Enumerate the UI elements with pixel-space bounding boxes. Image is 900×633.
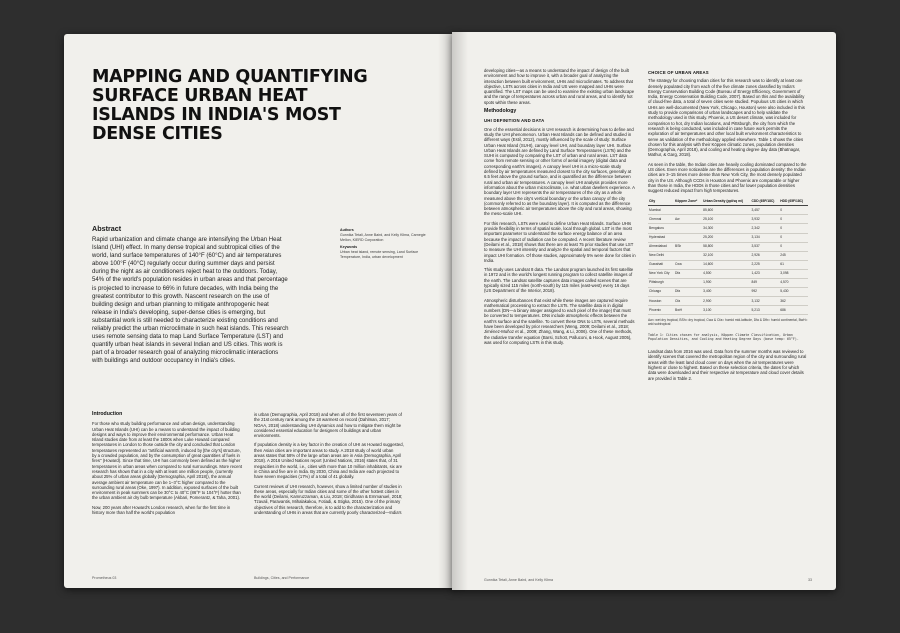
table-cell: 2,900 [702, 297, 750, 306]
authors-label: Authors [340, 228, 354, 232]
table-cell: Aw [674, 215, 702, 224]
table-cell [674, 206, 702, 215]
table-row [648, 269, 808, 278]
table-cell: 14,600 [702, 260, 750, 269]
right-column-2 [648, 68, 808, 385]
table-cell: Ahmedabad [648, 242, 674, 251]
paragraph: Atmospheric disturbances that exist while these images are captured require mathematical processing to extract the LSTs. The satellite data is in digital numbers (DN—a binary integer assigned to each pixel of the image) that must be converted to temperatures. DNs include atmospheric effects between the earth's surface and the satellite. To convert these DNs to LSTs, several methods have been developed by prior researchers (Weng, 2009; Deilami et al., 2018; Jiménez-Muñoz et al., 2009; Zhang, Wang, & Li, 2006). One of these methods, the radiative transfer equation (Barsi, Schott, Palluconi, & Hook, August 2005), was used for computing LSTs in this study. [484, 297, 635, 345]
table-cell [674, 278, 702, 287]
article-title: MAPPING AND QUANTIFYING SURFACE URBAN HEAT ISLANDS IN INDIA'S MOST DENSE CITIES [92, 67, 368, 144]
table-cell: Chennai [648, 215, 674, 224]
table-cell: Cwa [674, 260, 702, 269]
table-cell [674, 233, 702, 242]
table-cell: 3,932 [751, 215, 780, 224]
table-header-row [648, 198, 808, 206]
paragraph: For this research, LSTs were used to define Urban Heat Islands. Surface UHIs provide flexibility in terms of spatial scale, local through global. LST is the most important parameter to understand the surface energy balance of an area because the impact of radiation can be computed. A recent literature review (Deilami et al., 2018) shows that there are at least 75 prior studies that use LST to measure the UHI intensity and analyze the spatial and temporal factors that impact UHI formation. Of those studies, approximately 5% were done for cities in India. [484, 220, 636, 263]
footer-right-authors: Gunnika Tetali, Anne Baird, and Kelly Klima [484, 578, 554, 582]
table-row [648, 288, 808, 297]
table-row [648, 215, 808, 224]
abstract-heading: Abstract [92, 224, 122, 233]
paragraph: Landsat data from 2016 was used. Data from the summer months was reviewed to identify scenes that covered the metropolitan region of the city and surrounding rural areas with the least land cloud cover on days when the air temperatures were highest or close to highest. Based on these selection criteria, the dates for which data were downloaded and their respective air temperature and cloud cover details are provided in Table 2. [648, 349, 807, 381]
table-cell: Mumbai [648, 206, 674, 215]
table-cell: Phoenix [648, 306, 674, 315]
table-cell: BSh [674, 242, 702, 251]
table-cell: 3,100 [702, 306, 750, 315]
abstract-text: Rapid urbanization and climate change are intensifying the Urban Heat Island (UHI) effect. In many dense tropical and subtropical cities of the world, land surface temperatures of 140°F (60°C) and air temperatures above 100°F (40°C) regularly occur during summer days and persist during the night as air conditioners reject heat to the outdoors. Today, 54% of the world's population resides in urban areas and that percentage is projected to increase to 66% in future decades, with India being the greatest contributor to this growth. Nascent research on the use of building design and urban planning to mitigate anthropogenic heat release in India's developing, super-dense cities is emerging, but substantial work is still needed to characterize existing conditions and reliably predict the urban microclimate in such heat islands. This research uses remote sensing data to map Land Surface Temperature (LST) and quantify urban heat islands in several Indian and US cities. This work is part of a broader research goal of analyzing microclimatic interactions with buildings and outdoor occupancy in India's cities. [92, 237, 289, 365]
cities-table [648, 198, 808, 316]
table-note: Aw= wet dry tropical, BSh= dry tropical, Cwa & Cfa= humid mid-latitude, Dfa & Dfb= humid continental, BwH= arid subtropical [648, 318, 808, 327]
keywords-label: Keywords [340, 245, 358, 250]
left-column-2 [254, 412, 404, 519]
table-cell: 25,100 [702, 215, 750, 224]
table-cell: 0 [779, 233, 808, 242]
table-cell: 3,400 [702, 288, 750, 297]
table-cell: 0 [779, 242, 808, 251]
table-cell: Bengaluru [648, 224, 674, 233]
table-cell: 245 [779, 251, 808, 260]
paragraph: As seen in the table, the Indian cities are heavily cooling dominated compared to the US cities. Even more noticeable are the differences in population density: the Indian cities are 3–15 times more dense than New York City, the most densely populated city in the US. Although CCDs in Houston and Phoenix are comparable or higher than those in India, the HDDs in those cities and far lower population densities suggest reduced impact from high temperatures. [648, 161, 807, 194]
table-cell: 3,537 [751, 242, 780, 251]
table-cell: 3,134 [751, 233, 780, 242]
table-cell: 3,132 [751, 297, 780, 306]
right-page [452, 32, 836, 590]
table-row [648, 278, 808, 287]
introduction-heading: Introduction [92, 411, 123, 417]
table-cell: Chicago [648, 288, 674, 297]
table-row [648, 297, 808, 306]
table-cell: 0 [779, 215, 808, 224]
table-cell: Guwahati [648, 260, 674, 269]
table-row [648, 233, 808, 242]
left-page [64, 34, 456, 588]
paragraph: The strategy for choosing Indian cities for this research was to identify at least one densely populated city from each of the five climate zones classified by India's Energy Conservation Building Code (Bureau of Energy Efficiency, Government of India, Energy Conservation Building Code, 2007). Based on this and the availability of cloud-free data, a total of seven cities were studied. Populous US cities in which UHIs are well-documented (New York, Chicago, Houston) were also included in this study to provide comparisons of urban landscapes and to help validate the methodology used in this study. Phoenix, a US desert climate, was included for comparison to hot, dry Indian locations, and Pittsburgh, the city from which the research is being conducted, was included in case future work permits the exploration of air temperatures and other local built environment characteristics to serve as validation of the methodology applied elsewhere. Table 1 shows the cities chosen for this analysis with their Köppen climatic zones, population densities (Demographia, April 2018), and cooling and heating degree day data (Bhatnagar, Mathur, & Garg, 2018). [648, 78, 805, 158]
table-cell: Pittsburgh [648, 278, 674, 287]
table-cell: 992 [751, 288, 780, 297]
table-cell: 2,225 [751, 260, 780, 269]
table-caption: Table 1: Cities chosen for analysis, Köppen Climate Classification, Urban Population Densities, and Cooling and Heating Degree Days (base temp: 65°F). [648, 332, 799, 341]
table-cell: New Delhi [648, 251, 674, 260]
keywords-text: Urban heat island, remote sensing, Land Surface Temperature, India, urban development [340, 250, 419, 259]
table-header: City [648, 198, 674, 206]
table-header: CDD (65F/18C) [751, 198, 780, 206]
table-cell: Cfa [674, 297, 702, 306]
authors-text: Gunnika Tetali, Anne Baird, and Kelly Klima, Carnegie Mellon, KIERD Corporation [340, 232, 426, 242]
table-cell: 5,430 [779, 288, 808, 297]
table-header: HDD (65F/18C) [779, 198, 808, 206]
paragraph: This study uses Landsat 8 data. The Landsat program launched its first satellite in 1972 and is the world's longest running program to collect satellite images of the earth. The Landsat satellite captures data images called scenes that are typically sized 115 miles (north-south) by 115 miles (east-west) every 16 days (US Department of the Interior, 2018). [484, 267, 634, 294]
table-cell: 0 [779, 206, 808, 215]
table-cell: 0 [779, 224, 808, 233]
table-cell: Dfa [674, 269, 702, 278]
table-cell: New York City [648, 269, 674, 278]
table-cell: 61 [779, 260, 808, 269]
footer-left-publication: Prometheus 03 [92, 576, 117, 580]
table-header: Urban Density (ppl/sq mi) [702, 198, 750, 206]
methodology-heading: Methodology [484, 108, 517, 115]
table-cell: Hyderabad [648, 233, 674, 242]
table-cell [674, 251, 702, 260]
table-row [648, 260, 808, 269]
table-cell: 85,600 [702, 206, 750, 215]
table-cell: 2,342 [751, 224, 780, 233]
table-cell: 4,500 [702, 269, 750, 278]
table-cell: 3,098 [779, 269, 808, 278]
table-row [648, 224, 808, 233]
table-cell: 58,800 [702, 242, 750, 251]
paragraph: For those who study building performance and urban design, understanding Urban Heat Islands (UHI) can be a means to understand the impact of building designs and ways to improve their environmental performance. Urban Heat Island studies date from at least the 1800s when Luke Howard compared temperatures in London to those outside the city and concluded that London temperatures represented an "artificial warmth, induced by [the city's] structure, by a crowded population, and by the consumption of great quantities of fuels in fires" (Howard). Since that time, UHI has commonly been defined as the higher temperatures in urban areas when compared to rural surroundings. More recent research has shown that in a city with at least one million people, (currently about 25% of urban areas globally (Demographia, April 2018)), the annual average ambient air temperature can be 1–3°C higher compared to the surrounding rural areas (Oke, 1997). In addition, exposed surfaces of the built environment in peak summers can be 30°C to 40°C (86°F to 104°F) hotter than the urban ambient air dry bulb temperature (Akbari, Pomerantz, & Taha, 2001). [92, 421, 243, 501]
table-cell: 849 [751, 278, 780, 287]
table-cell: Dfa [674, 288, 702, 297]
table-row [648, 242, 808, 251]
paragraph: developing cities—as a means to understand the impact of design of the built environment and how to improve it, with a broader goal of analyzing the interaction between built environment, UHIs and microclimates. To address that objective, LSTs across cities in India and US were mapped and UHIs were quantified. The LST maps can be used to examine the existing urban landscape and the range of temperatures across urban and rural areas, and to identify hot spots within these areas. [484, 68, 635, 105]
uhi-definition-heading: UHI DEFINITION AND DATA [484, 118, 545, 124]
table-cell: BwH [674, 306, 702, 315]
table-cell: Houston [648, 297, 674, 306]
table-cell: 34,300 [702, 224, 750, 233]
right-column-1 [484, 68, 636, 349]
footer-left-section: Buildings, Cities, and Performance [254, 576, 310, 580]
article-meta [340, 225, 432, 260]
table-row [648, 206, 808, 215]
left-column-1 [92, 412, 242, 519]
table-cell: 25,200 [702, 233, 750, 242]
choice-of-urban-areas-heading: CHOICE OF URBAN AREAS [648, 70, 709, 75]
table-header: Köppen Zone* [674, 198, 702, 206]
table-cell: 3,457 [751, 206, 780, 215]
table-cell: 1,900 [702, 278, 750, 287]
paragraph: Current reviews of UHI research, however, show a limited number of studies in these areas, especially for Indian cities and some of the other hottest cities in the world (Deilami, Kamruzzaman, & Liu, 2018; Giridharan & Emmanuel, 2018; Tzavali, Paravantis, Mihalakakou, Fotiadi, & Stigka, 2015). One of the primary objectives of this research, therefore, is to add to the characterization and understanding of UHIs in areas that are currently poorly characterized—India's [254, 483, 403, 516]
table-row [648, 306, 808, 315]
paragraph: If population density is a key factor in the creation of UHI as Howard suggested, then Asian cities are important areas to study. A 2018 study of world urban areas states that 58% of the large urban areas are in Asia (Demographia, April 2018). A 2016 United Nations report (United Nations, 2016) states that, of 31 megacities in the world, i.e., cities with more than 10 million inhabitants, six are in China and five are in India. By 2030, China and India are each projected to have seven megacities (17%) of a total of 41 globally. [254, 442, 404, 480]
table-cell: 1,423 [751, 269, 780, 278]
table-row [648, 251, 808, 260]
table-cell [674, 224, 702, 233]
paragraph: Now, 200 years after Howard's London research, when for the first time in history more than half the world's population [92, 504, 231, 516]
paragraph: is urban (Demographia, April 2018) and when all of the first seventeen years of the 21st century rank among the 18 warmest on record (Dahlman, 2017; NOAA, 2018) understanding UHI dynamics and how to mitigate them might be considered essential education for designers of buildings and urban environments. [254, 412, 402, 439]
table-cell: 4,570 [779, 278, 808, 287]
paragraph: One of the essential decisions in UHI research is determining how to define and study the UHI phenomenon. Urban Heat Islands can be defined and studied in different ways (Estil, 2012), mostly influenced by the scale of study: Surface Urban Heat Island (SUHI), canopy level UHI, and boundary layer UHI. Surface Urban Heat Islands are defined by Land Surface Temperatures (LSTs) and the SUHI is computed by comparing the LST of urban and rural areas. LST data come from remote sensing or other forms of aerial imagery (digital data and corresponding earth's images). A canopy level UHI is a micro-scale study defined by air temperatures measured closest to the city surfaces, generally at 6.5 feet above the ground surface, and is quantified as the difference between rural and urban air temperatures. A canopy level UHI analysis provides more information about the urban microclimate, i.e. what urban dwellers experience. A boundary layer UHI represents the air temperatures of the city as a whole measured above the city's vertical boundary or the urban canopy of the city (commonly referred to as the boundary layer). It is computed as the difference between atmospheric air temperatures above the city and rural areas, showing the meso-scale UHI. [484, 126, 635, 217]
table-cell: 5,213 [751, 306, 780, 315]
page-number: 33 [808, 578, 812, 582]
table-cell: 32,100 [702, 251, 750, 260]
table-cell: 2,926 [751, 251, 780, 260]
table-cell: 362 [779, 297, 808, 306]
table-cell: 686 [779, 306, 808, 315]
